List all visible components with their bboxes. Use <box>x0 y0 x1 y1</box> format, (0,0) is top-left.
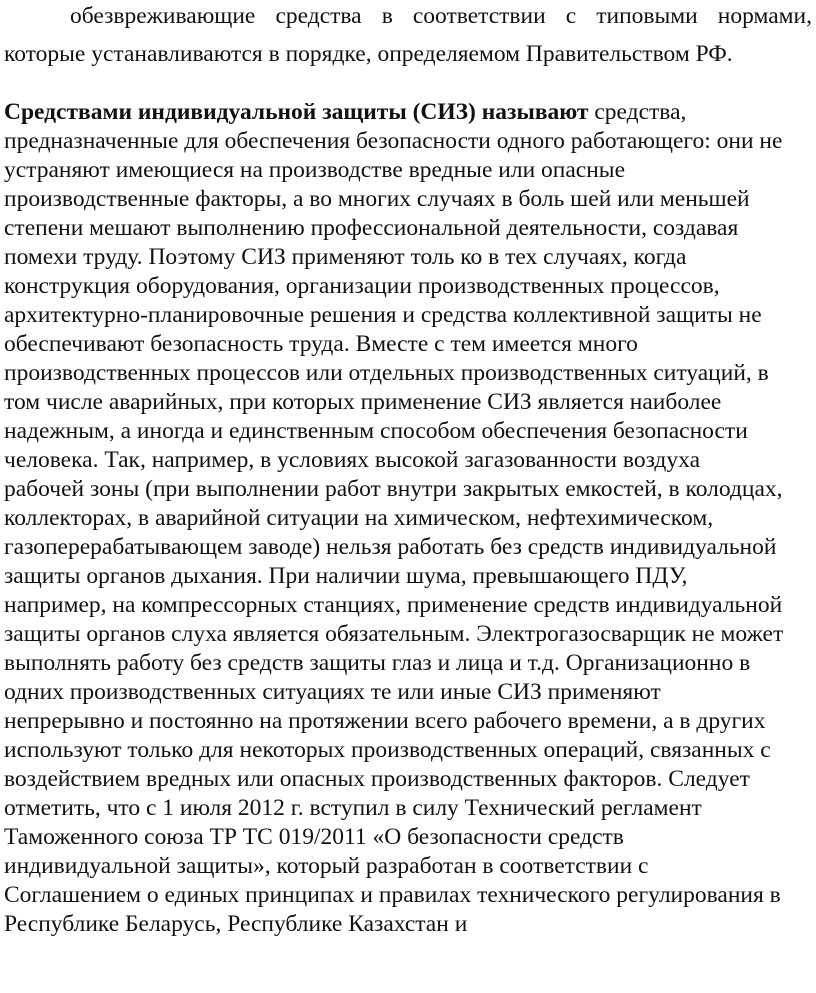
intro-word: в <box>381 3 393 29</box>
paragraph-line: защиты органов дыхания. При наличии шума, превышающего ПДУ, <box>4 563 688 589</box>
paragraph-first-line <box>4 98 812 126</box>
paragraph-line: воздействием вредных или опасных производственных факторов. Следует <box>4 766 750 792</box>
term-definition-bold: Средствами индивидуальной защиты (СИЗ) называют <box>4 99 589 125</box>
paragraph-line: одних производственных ситуациях те или иные СИЗ применяют <box>4 679 661 705</box>
paragraph-line: используют только для некоторых производственных операций, связанных с <box>4 737 771 763</box>
intro-line-2: которые устанавливаются в порядке, определяемом Правительством РФ. <box>4 41 733 67</box>
paragraph-line: надежным, а иногда и единственным способом обеспечения безопасности <box>4 418 748 444</box>
paragraph-line: том числе аварийных, при которых применение СИЗ является наиболее <box>4 389 722 415</box>
paragraph-line: степени мешают выполнению профессиональной деятельности, создавая <box>4 215 739 241</box>
paragraph-line: человека. Так, например, в условиях высокой загазованности воздуха <box>4 447 701 473</box>
intro-word: с <box>565 3 577 29</box>
intro-word: обезвреживающие <box>70 3 256 29</box>
paragraph-line: конструкция оборудования, организации производственных процессов, <box>4 273 720 299</box>
intro-word: соответствии <box>412 3 546 29</box>
paragraph-line: выполнять работу без средств защиты глаз и лица и т.д. Организационно в <box>4 650 751 676</box>
intro-line-1 <box>70 2 812 30</box>
paragraph-line: защиты органов слуха является обязательным. Электрогазосварщик не может <box>4 621 784 647</box>
paragraph-line: коллекторах, в аварийной ситуации на химическом, нефтехимическом, <box>4 505 714 531</box>
paragraph-line: производственные факторы, а во многих случаях в боль шей или меньшей <box>4 186 750 212</box>
paragraph-line: непрерывно и постоянно на протяжении всего рабочего времени, а в других <box>4 708 766 734</box>
paragraph-line: устраняют имеющиеся на производстве вредные или опасные <box>4 157 626 183</box>
paragraph-line: индивидуальной защиты», который разработан в соответствии с <box>4 853 649 879</box>
intro-word: типовыми <box>596 3 698 29</box>
paragraph-line: помехи труду. Поэтому СИЗ применяют толь ко в тех случаях, когда <box>4 244 687 270</box>
intro-word: нормами, <box>717 3 812 29</box>
paragraph-line: газоперерабатывающем заводе) нельзя работать без средств индивидуальной <box>4 534 777 560</box>
paragraph-line: отметить, что с 1 июля 2012 г. вступил в силу Технический регламент <box>4 795 702 821</box>
paragraph-line: архитектурно-планировочные решения и средства коллективной защиты не <box>4 302 762 328</box>
paragraph-first-line-rest: средства, <box>588 99 687 125</box>
paragraph-line: предназначенные для обеспечения безопасности одного работающего: они не <box>4 128 783 154</box>
paragraph-line: Республике Беларусь, Республике Казахстан и <box>4 911 468 937</box>
intro-word: средства <box>275 3 362 29</box>
paragraph-line: Соглашением о единых принципах и правилах технического регулирования в <box>4 882 781 908</box>
paragraph-line: производственных процессов или отдельных производственных ситуаций, в <box>4 360 769 386</box>
paragraph-line: Таможенного союза ТР ТС 019/2011 «О безопасности средств <box>4 824 624 850</box>
paragraph-line: обеспечивают безопасность труда. Вместе с тем имеется много <box>4 331 638 357</box>
paragraph-line: рабочей зоны (при выполнении работ внутри закрытых емкостей, в колодцах, <box>4 476 783 502</box>
paragraph-line: например, на компрессорных станциях, применение средств индивидуальной <box>4 592 783 618</box>
